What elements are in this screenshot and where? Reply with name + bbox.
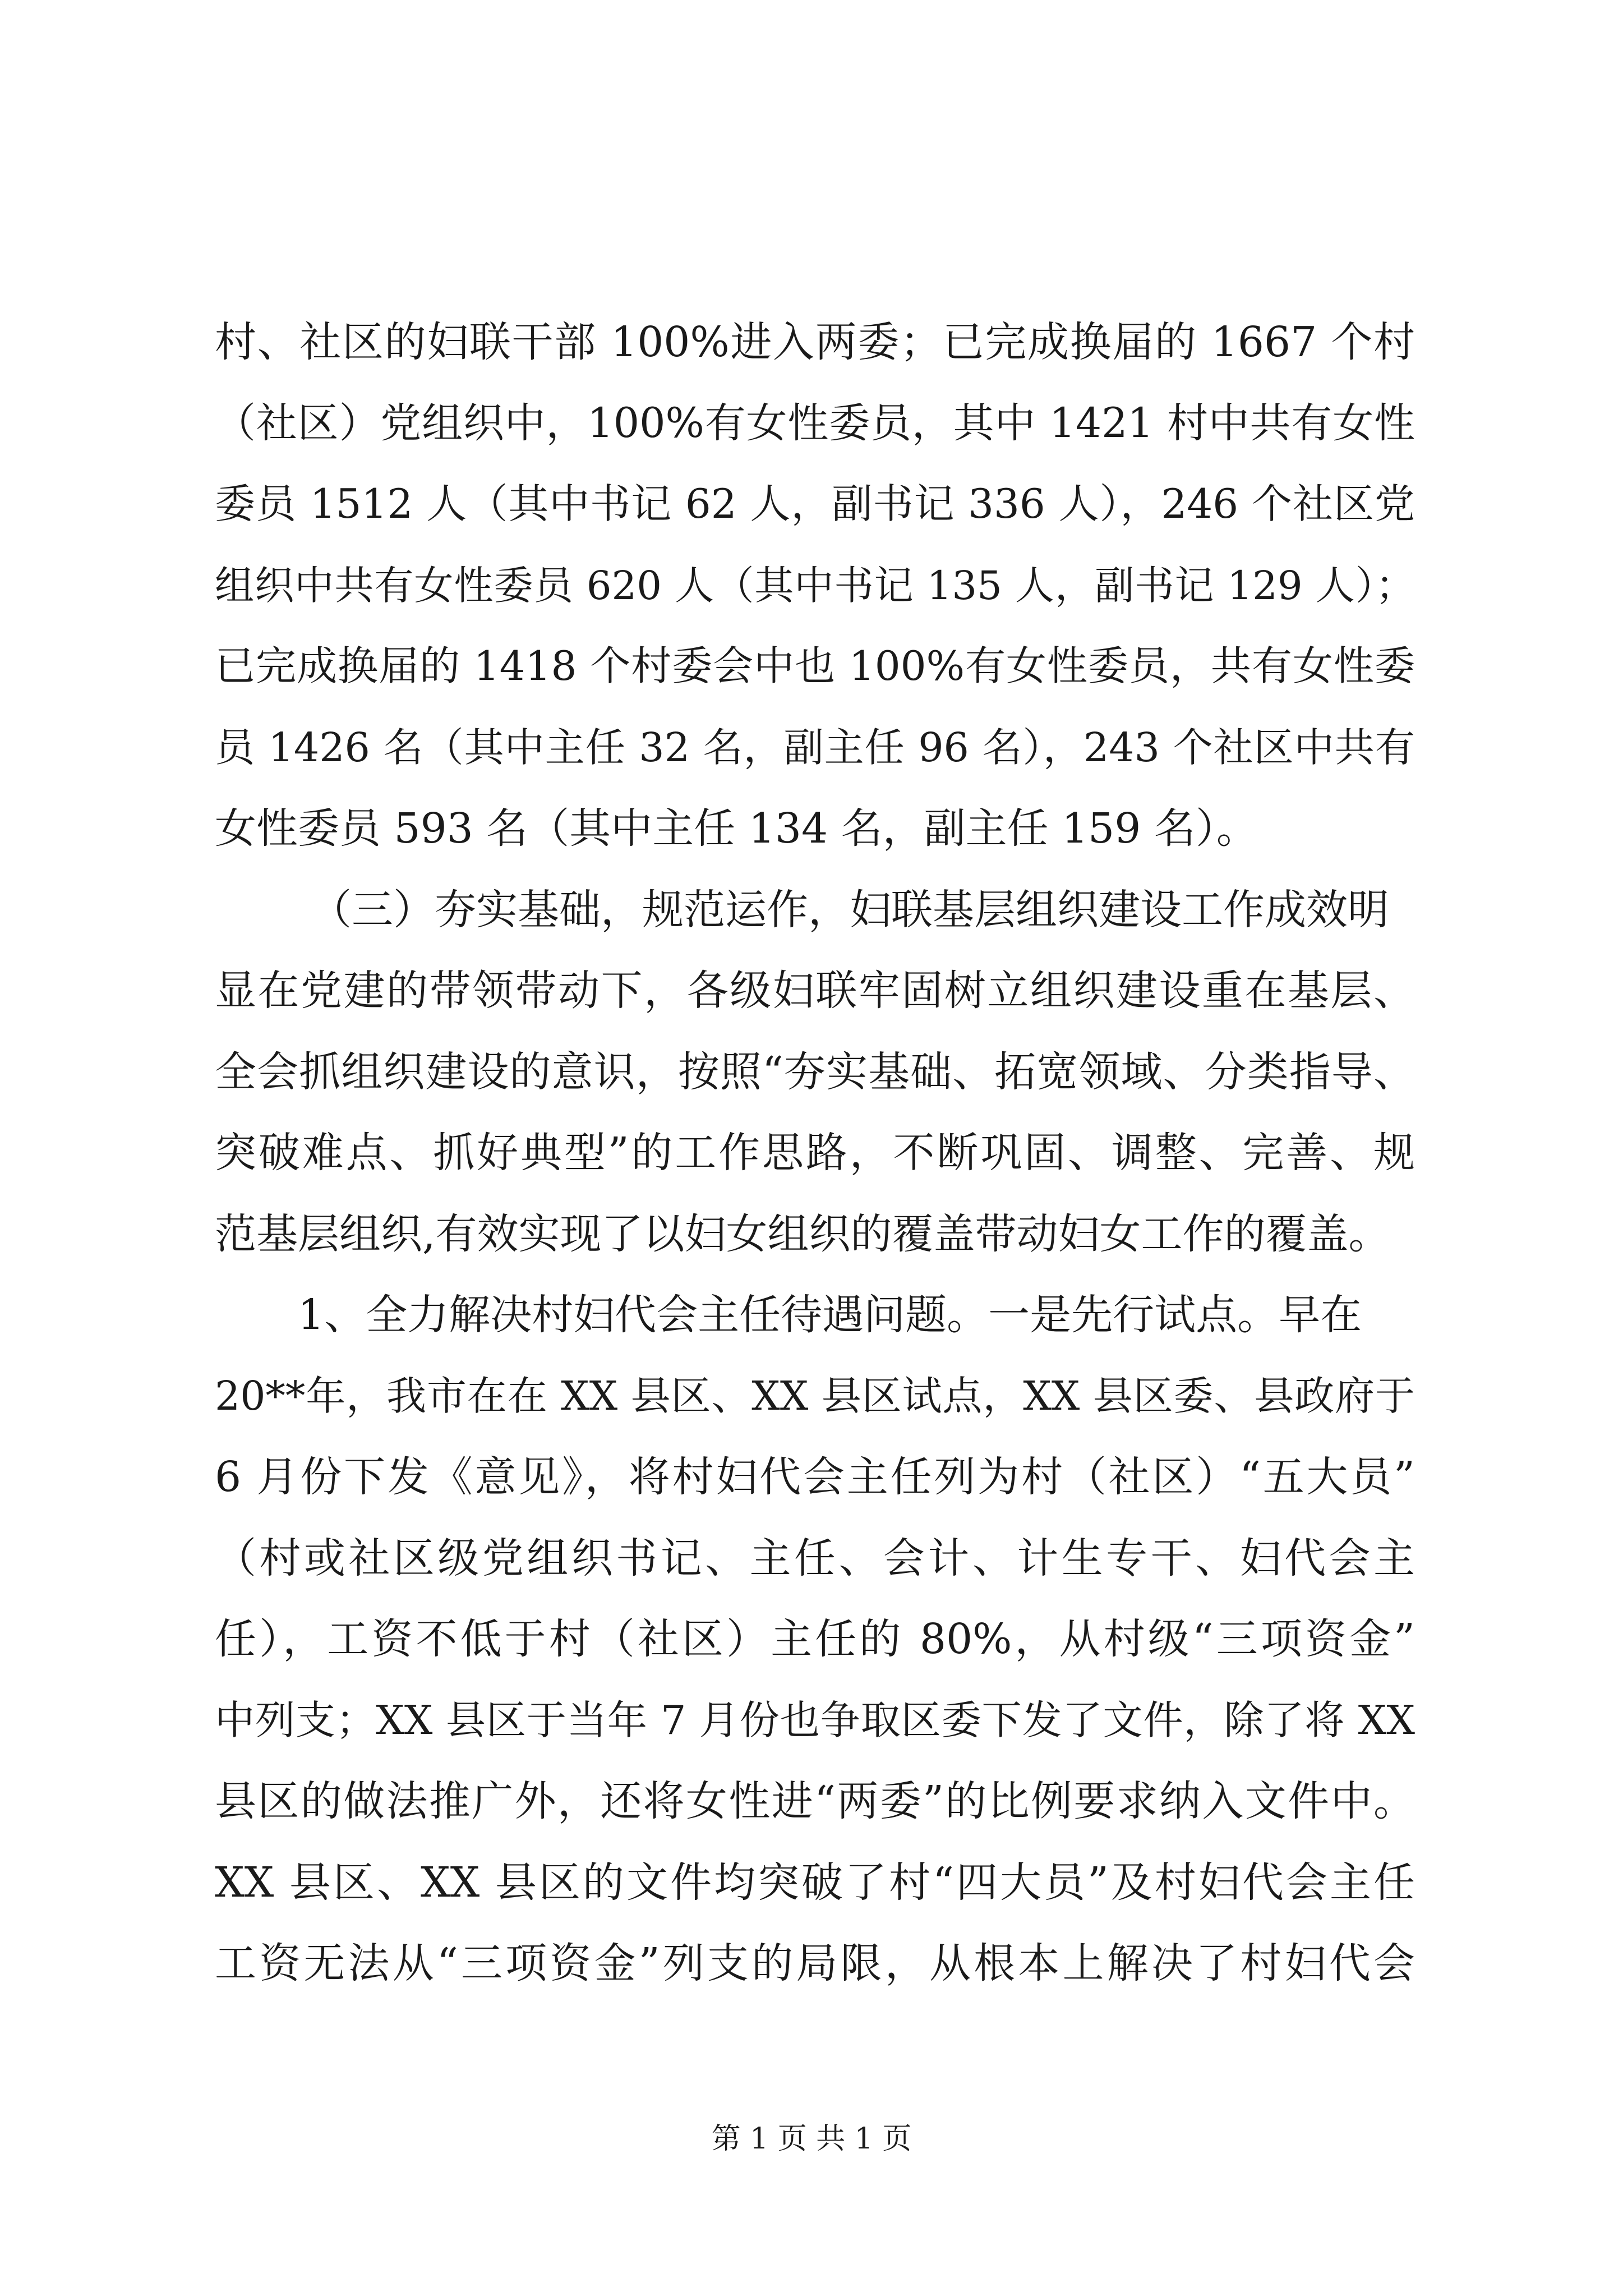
text-line: 村、社区的妇联干部 100%进入两委；已完成换届的 1667 个村 [215,318,1415,366]
text-line: 显在党建的带领带动下，各级妇联牢固树立组织建设重在基层、 [215,967,1415,1015]
text-line: 突破难点、抓好典型”的工作思路，不断巩固、调整、完善、规 [215,1129,1415,1177]
text-line: 县区的做法推广外，还将女性进“两委”的比例要求纳入文件中。 [215,1777,1415,1825]
body-text [215,302,1415,2004]
text-line: （村或社区级党组织书记、主任、会计、计生专干、妇代会主 [215,1534,1415,1582]
text-line: 中列支；XX 县区于当年 7 月份也争取区委下发了文件，除了将 XX [215,1696,1415,1743]
text-line: 员 1426 名（其中主任 32 名，副主任 96 名），243 个社区中共有 [215,724,1415,771]
text-line: XX 县区、XX 县区的文件均突破了村“四大员”及村妇代会主任 [215,1858,1415,1907]
section-heading-line: （三）夯实基础，规范运作，妇联基层组织建设工作成效明 [310,885,1389,934]
paragraph-start-line: 1、全力解决村妇代会主任待遇问题。一是先行试点。早在 [298,1291,1362,1339]
text-line: 任），工资不低于村（社区）主任的 80%，从村级“三项资金” [215,1615,1415,1663]
page-footer: 第 1 页 共 1 页 [711,2122,912,2156]
text-line: 20**年，我市在在 XX 县区、XX 县区试点，XX 县区委、县政府于 [215,1372,1415,1419]
text-line: 6 月份下发《意见》，将村妇代会主任列为村（社区）“五大员” [215,1453,1415,1501]
text-line: 委员 1512 人（其中书记 62 人，副书记 336 人），246 个社区党 [215,481,1415,528]
text-line: 组织中共有女性委员 620 人（其中书记 135 人，副书记 129 人）； [215,562,1415,609]
text-line: 已完成换届的 1418 个村委会中也 100%有女性委员，共有女性委 [215,643,1415,690]
text-line: （社区）党组织中，100%有女性委员，其中 1421 村中共有女性 [215,399,1415,447]
text-line: 全会抓组织建设的意识，按照“夯实基础、拓宽领域、分类指导、 [215,1047,1415,1096]
text-line: 女性委员 593 名（其中主任 134 名，副主任 159 名）。 [215,804,1258,853]
text-line: 工资无法从“三项资金”列支的局限，从根本上解决了村妇代会 [215,1939,1415,1987]
text-line: 范基层组织,有效实现了以妇女组织的覆盖带动妇女工作的覆盖。 [215,1209,1390,1258]
